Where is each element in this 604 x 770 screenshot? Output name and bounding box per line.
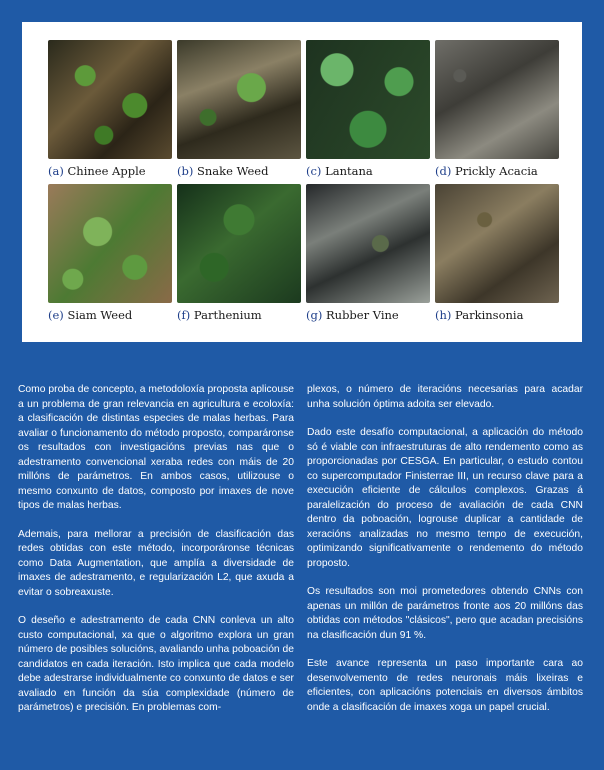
rubber-vine-photo <box>306 184 430 303</box>
parthenium-photo <box>177 184 301 303</box>
siam-weed-photo <box>48 184 172 303</box>
article-paragraph: Ademais, para mellorar a precisión de clasificación das redes obtidas con este método, incorporáronse técnicas como Data Augmentation, que amplía a diversidade de imaxes de adestramento, e regularización L2, que axuda a evitar o sobreaxuste. <box>18 528 294 598</box>
figure-caption: (b) Snake Weed <box>177 164 269 178</box>
figure-cell-d <box>435 40 559 184</box>
figure-caption: (g) Rubber Vine <box>306 308 399 322</box>
snake-weed-photo <box>177 40 301 159</box>
figure-cell-c <box>306 40 430 184</box>
article-paragraph: O deseño e adestramento de cada CNN conleva un alto custo computacional, xa que o algoritmo explora un gran número de posibles solucións, avaliando unha poboación de candidatos en cada iteración. Isto implica que cada modelo debe adestrarse individualmente co conxunto de datos e ser avaliado en función da súa complexidade (número de parámetros) e precisión. En problemas com- <box>18 615 294 713</box>
figure-cell-e <box>48 184 172 328</box>
article-paragraph: Os resultados son moi prometedores obtendo CNNs con apenas un millón de parámetros fronte aos 20 millóns das obtidas con métodos "clásicos", pero que acadan precisións na clasificación dun 91 %. <box>307 586 583 641</box>
prickly-acacia-photo <box>435 40 559 159</box>
article-column-right <box>307 383 583 729</box>
parkinsonia-photo <box>435 184 559 303</box>
figure-cell-b <box>177 40 301 184</box>
figure-cell-f <box>177 184 301 328</box>
figure-cell-h <box>435 184 559 328</box>
figure-caption: (c) Lantana <box>306 164 373 178</box>
figure-cell-g <box>306 184 430 328</box>
article-paragraph: Este avance representa un paso importante cara ao desenvolvemento de redes neuronais máis lixeiras e eficientes, con aplicacións potenciais en diversos ámbitos onde a clasificación de imaxes xoga un papel crucial. <box>307 658 583 713</box>
figure-caption: (e) Siam Weed <box>48 308 133 322</box>
figure-caption: (h) Parkinsonia <box>435 308 524 322</box>
figure-caption: (a) Chinee Apple <box>48 164 146 178</box>
article-paragraph: plexos, o número de iteracións necesarias para acadar unha solución óptima adoita ser elevado. <box>307 384 583 410</box>
lantana-photo <box>306 40 430 159</box>
figure-caption: (d) Prickly Acacia <box>435 164 538 178</box>
article-column-left <box>18 383 294 730</box>
weed-species-figure <box>22 22 582 342</box>
article-paragraph: Como proba de concepto, a metodoloxía proposta aplicouse a un problema de gran relevancia en agricultura e ecoloxía: a clasificación de distintas especies de malas herbas. Para avaliar o funcionamento do método proposto, comparáronse os resultados con investigacións previas nas que o adestramento convencional xeraba redes con máis de 20 millóns de parámetros. En ambos casos, utilizouse o mesmo conxunto de datos, composto por imaxes de nove tipos de malas herbas. <box>18 384 294 511</box>
chinee-apple-photo <box>48 40 172 159</box>
article-paragraph: Dado este desafío computacional, a aplicación do método só é viable con infraestruturas de alto rendemento como as proporcionadas por CESGA. En particular, o estudo contou co supercomputador Finisterrae III, un recurso clave para a execución eficiente de cálculos complexos. Grazas á paralelización do proceso de avaliación de cada CNN dentro da poboación, logrouse duplicar a cantidade de xeracións analizadas no mesmo tempo de execución, optimizando significativamente o rendemento do método proposto. <box>307 427 583 569</box>
photo-grid <box>48 40 562 328</box>
figure-cell-a <box>48 40 172 184</box>
figure-caption: (f) Parthenium <box>177 308 262 322</box>
